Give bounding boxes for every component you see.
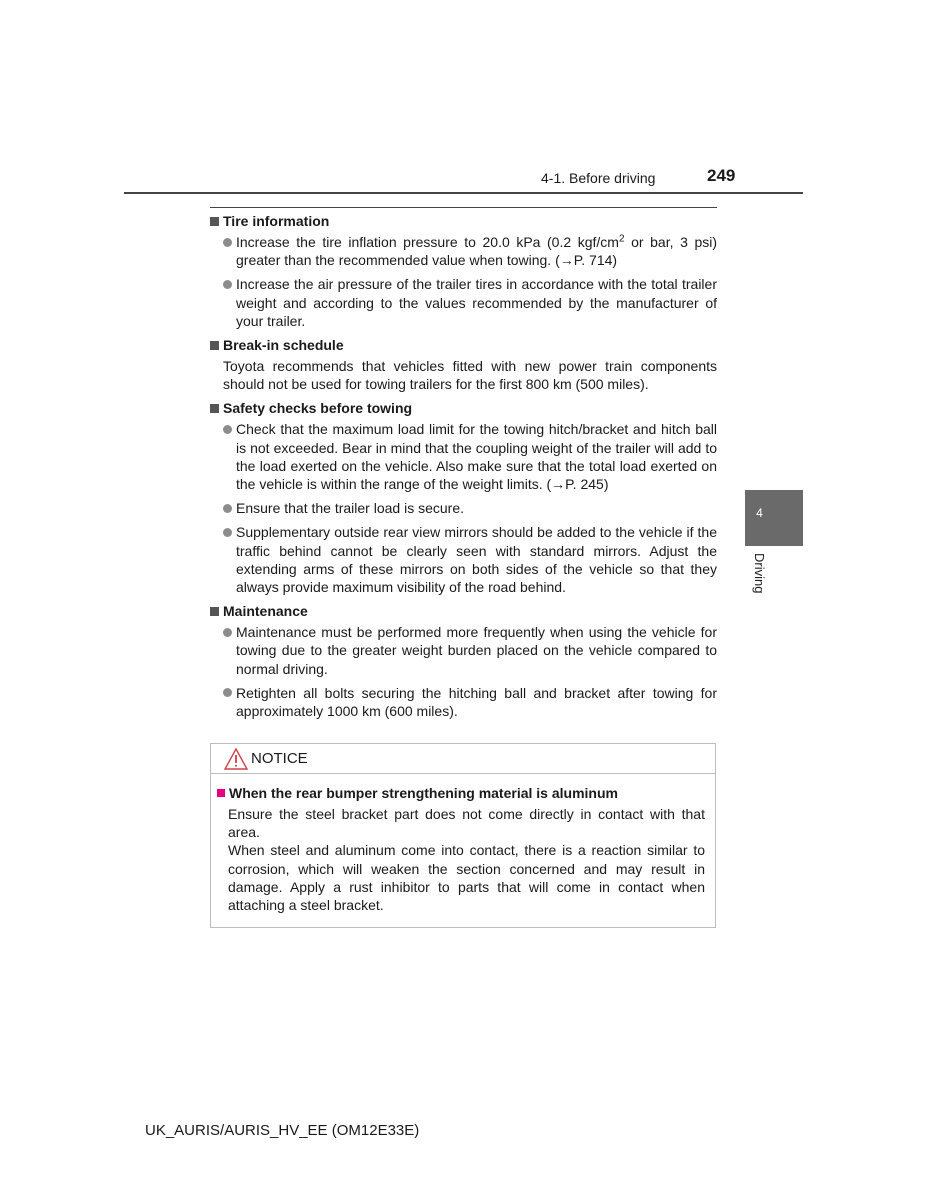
maintenance-section [210,602,717,720]
notice-paragraph: Ensure the steel bracket part does not come directly in contact with that area. [228,806,705,841]
notice-paragraph: When steel and aluminum come into contact, there is a reaction similar to corrosion, which will weaken the section concerned and may result in damage. Apply a rust inhibitor to parts that will come in contact when attaching a steel bracket. [228,842,705,914]
list-item [223,275,717,330]
list-item [223,523,717,596]
square-bullet-icon [210,607,219,616]
list-item [223,623,717,678]
list-item-text: Increase the tire inflation pressure to 20.0 kPa (0.2 kgf/$cm^2$ or bar, 3 psi) greater than the recommended value when towing. (→P. 714) [236,233,717,269]
main-content [210,212,717,726]
list-item [223,499,717,517]
chapter-number: 4 [756,506,763,520]
list-item-text: Maintenance must be performed more frequently when using the vehicle for towing due to the greater weight burden placed on the vehicle compared to normal driving. [236,624,717,677]
pink-square-bullet-icon [217,789,225,797]
tire-information-section [210,212,717,330]
paragraph: Toyota recommends that vehicles fitted with new power train components should not be used for towing trailers for the first 800 km (500 miles). [223,358,717,393]
list-item-text: Retighten all bolts securing the hitching ball and bracket after towing for approximately 1000 km (600 miles). [236,684,717,720]
square-bullet-icon [210,404,219,413]
square-bullet-icon [210,217,219,226]
safety-checks-section [210,399,717,596]
round-bullet-icon [223,528,232,537]
page-number: 249 [707,166,736,185]
round-bullet-icon [223,238,232,247]
warning-triangle-icon [224,748,248,770]
header-divider [124,192,803,194]
header-section-title: 4-1. Before driving [541,170,656,186]
square-bullet-icon [210,341,219,350]
list-item [223,233,717,269]
round-bullet-icon [223,280,232,289]
document-code: UK_AURIS/AURIS_HV_EE (OM12E33E) [145,1122,420,1139]
notice-box [210,743,716,928]
section-heading: Safety checks before towing [210,399,717,417]
list-item [223,684,717,720]
notice-heading: When the rear bumper strengthening material is aluminum [217,784,705,802]
section-heading: Break-in schedule [210,336,717,354]
list-item [223,420,717,493]
round-bullet-icon [223,628,232,637]
list-item-text: Increase the air pressure of the trailer tires in accordance with the total trailer weight and according to the values recommended by the manufacturer of your trailer. [236,276,717,329]
content-divider [210,207,717,208]
chapter-label: Driving [752,553,767,594]
round-bullet-icon [223,688,232,697]
round-bullet-icon [223,504,232,513]
section-heading: Tire information [210,212,717,230]
notice-header [211,744,715,774]
break-in-section [210,336,717,393]
chapter-tab [745,490,803,546]
list-item-text: Ensure that the trailer load is secure. [236,500,465,517]
section-heading: Maintenance [210,602,717,620]
list-item-text: Check that the maximum load limit for the towing hitch/bracket and hitch ball is not exceeded. Bear in mind that the coupling weight of the trailer will add to the load exerted on the vehicle. Also make sure that the total load exerted on the vehicle is within the range of the weight limits. (→P. 245) [236,421,717,493]
round-bullet-icon [223,425,232,434]
list-item-text: Supplementary outside rear view mirrors should be added to the vehicle if the traffic behind cannot be clearly seen with standard mirrors. Adjust the extending arms of these mirrors on both sides of the vehicle so that they always provide maximum visibility of the road behind. [236,524,717,596]
notice-body [211,774,715,914]
notice-title: NOTICE [251,750,308,767]
